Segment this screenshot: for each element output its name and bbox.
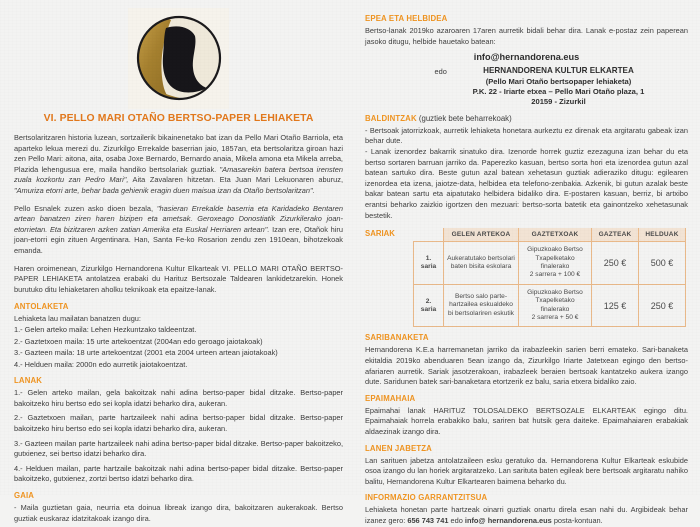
baldintzak-item-1: - Bertsoak jatorrizkoak, aurretik lehiaketa honetara aurkeztu ez direnak eta argitaratu gabeak izan behar dute. <box>365 125 688 146</box>
table-row <box>414 284 686 327</box>
intro-p2-quote: "hasieran Errekalde baserria eta Karidadeko Bentaren artean banatzen ziren haren bizipen eta ametsak. Geroxeago Donostiatik Zizurkilerako joan-etorrietan. Eta bizitzaren azken zatian Amerika eta Euskal Herriaren artean". <box>14 203 344 234</box>
rank-word: saria <box>420 305 437 313</box>
informazioa-text-mid: edo <box>448 515 465 525</box>
rank-number: 2. <box>425 297 432 305</box>
table-header-row <box>414 228 686 242</box>
heading-informazio-garrantzitsua: INFORMAZIO GARRANTZITSUA <box>365 493 488 503</box>
gaia-text: - Maila guztietan gaia, neurria eta doinua libreak izango dira, bakoitzaren aukerakoak. Bertso guztiak euskaraz idatzitakoak izango dira. <box>14 503 343 523</box>
intro-p1-quote: "Amasarekin batera bertsoa irensten zuala kozkortu zan Pedro Mari", <box>14 164 343 185</box>
list-item: 1.- Gelen arteko maila: Lehen Hezkuntzako taldeentzat. <box>14 324 197 334</box>
baldintzak-item-2: - Lanak izenordez bakarrik sinatuko dira. Izenorde horrek guztiz ezezaguna izan behar du eta bertso sortaren barruan jarriko da. Paperezko kasuan, bertso sorta hori eta izenordea gutun azal batean sartuko dira. Beste gutun azal batean xehetasun guztiak adieraziko ditugu: egilearen izenordea eta izena, jaiotze-data, helbidea eta telefono-zenbakia. Azkenik, bi gutun azalak beste bakar batean sartu eta aipatutako helbidera bidaliko dira. E-postaren kasuan, berriz, bi artxibo erantsi beharko zaizkio igortzen den mezuari: bertso-sorta batetik eta gainontzeko xehetasunak bestetik. <box>365 147 688 220</box>
contact-email-secondary[interactable]: info@ hernandorena.eus <box>464 515 552 525</box>
informazioa-text <box>365 505 688 526</box>
heading-antolaketa: ANTOLAKETA <box>14 302 69 312</box>
org-street: P.K. 22 - Iriarte etxea – Pello Mari Otaño plaza, 1 <box>472 87 645 96</box>
postal-address-block <box>365 66 688 108</box>
contact-email[interactable]: info@hernandorena.eus <box>473 52 580 63</box>
prize-line: Gipuzkoako Bertso <box>527 288 583 296</box>
heading-lanen-jabetza: LANEN JABETZA <box>365 443 432 453</box>
intro-paragraph-3: Haren oroimenean, Zizurkilgo Hernandorena Kultur Elkarteak VI. PELLO MARI OTAÑO BERTSO-PAPER LEHIAKETA antolatzea erabaki du Harituz Bertsozale Taldearen lankidetzarekin. Honek burutuko ditu lehiaketaren aholku teknikoak eta epaitze-lanak. <box>14 263 343 294</box>
table-corner-cell <box>414 228 444 242</box>
rank-word: saria <box>420 262 437 270</box>
intro-paragraph-1 <box>14 133 343 197</box>
baldintzak-label: BALDINTZAK <box>365 113 417 123</box>
heading-epea-helbidea: EPEA ETA HELBIDEA <box>365 14 448 23</box>
prize-1-gelen: Aukeratutako bertsolari baten bisita eskolara <box>444 242 519 285</box>
column-header-helduak: HELDUAK <box>639 228 686 242</box>
intro-p2-after: Izan ere, Otañok hiru joan-etorri egin zituen Argentinara. Han, Santa Fe-ko Rosarion zendu zen 1910ean, bihotzekoak emanda. <box>14 224 343 255</box>
prizes-table <box>413 228 686 327</box>
antolaketa-lead: Lehiaketa lau mailatan banatzen dugu: <box>14 314 141 324</box>
epea-text: Bertso-lanak 2019ko azaroaren 17aren aurretik bidali behar dira. Lanak e-postaz zein paperean jasoko ditugu, helbide hauetako batean: <box>365 26 688 46</box>
right-column <box>355 0 700 525</box>
column-header-gelen-artekoa: GELEN ARTEKOA <box>444 228 519 242</box>
lanen-jabetza-text: Lan sarituen jabetza antolatzaileen esku geratuko da. Hernandorena Kultur Elkarteak eskubide osoa izango du lan horiek argitaratzeko. Lan sarituta baten egileak bere bertsoak argitaratu nahiko balitu, Hernandorena Kultur Elkartearen baimena beharko du. <box>365 455 688 486</box>
column-header-gaztetxoak: GAZTETXOAK <box>519 228 592 242</box>
epaimahaia-text: Epaimahai lanak HARITUZ TOLOSALDEKO BERTSOZALE ELKARTEAK egingo ditu. Epaimahaiak horrela erabakiko balu, sariren bat hutsik gera daiteke. Epaimahaiaren erabakiak aldaezinak izango dira. <box>365 405 688 436</box>
baldintzak-suffix: (guztiek bete beharrekoak) <box>416 113 512 123</box>
prize-1-gazteak: 250 € <box>592 242 639 285</box>
list-item: 4.- Helduen maila: 2000n edo aurretik jaiotakoentzat. <box>14 359 188 369</box>
contact-phone[interactable]: 656 743 741 <box>407 515 449 525</box>
list-item: 2.- Gaztetxoen mailan, parte hartzaileek nahi adina bertso-paper bidal ditzake. Bertso-paper bakoitzeko hiru bertso edo sei kopla idatzi beharko dira, aukeran. <box>14 413 343 434</box>
saribanaketa-text: Hernandorena K.E.a harremanetan jarriko da irabazleekin sarien berri emateko. Sari-banaketa ekitaldia 2019ko abenduaren 5ean izango da, Zizurkilgo Iriarte Jatetxean egingo den bertso-afariaren aurretik. Sariak jasotzerakoan, irabazleek beraien bertsoak kantatzeko aukera izango dute. Saridunen batek sari-banaketara etortzerik ez balu, saria etxera bidaliko zaio. <box>365 345 688 387</box>
prize-line: Txapelketako <box>535 297 575 305</box>
list-item: 1.- Gelen arteko mailan, gela bakoitzak nahi adina bertso-paper bidal ditzake. Bertso-paper bakoitzeko hiru bertso edo sei kopla idatzi beharko dira, aukeran. <box>14 388 343 408</box>
list-item: 3.- Gazteen mailan parte hartzaileek nahi adina bertso-paper bidal ditzake. Bertso-paper bakoitzeko, gutxienez, sei bertso idatzi beharko dira. <box>14 438 343 459</box>
prize-line: Gipuzkoako Bertso <box>527 246 583 254</box>
sariak-section <box>365 228 688 327</box>
prize-2-helduak: 250 € <box>639 284 686 327</box>
informazioa-text-before: Lehiaketa honetan parte hartzeak oinarri guztiak onartu direla esan nahi du. Argibideak behar izanez gero: <box>365 505 688 525</box>
intro-p2-lead: Pello Esnalek zuzen asko dioen bezala, <box>14 203 157 213</box>
prize-2-gaztetxoak <box>519 284 592 327</box>
heading-saribanaketa: SARIBANAKETA <box>365 333 429 343</box>
prize-2-gazteak: 125 € <box>592 284 639 327</box>
org-subtitle: (Pello Mari Otaño bertsopaper lehiaketa) <box>485 76 632 86</box>
prize-line: Txapelketako <box>535 254 575 262</box>
heading-epaimahaia: EPAIMAHAIA <box>365 393 416 403</box>
rank-number: 1. <box>425 254 432 262</box>
prize-line: finalerako <box>540 305 570 313</box>
prize-line: finalerako <box>540 262 570 270</box>
table-row <box>414 242 686 285</box>
page-title: VI. PELLO MARI OTAÑO BERTSO-PAPER LEHIAKETA <box>43 113 314 124</box>
org-city: 20159 - Zizurkil <box>531 97 586 107</box>
heading-sariak: SARIAK <box>365 229 395 239</box>
prize-1-helduak: 500 € <box>639 242 686 285</box>
prize-line: 2 sarrera + 100 € <box>529 271 581 279</box>
prize-1-gaztetxoak <box>519 242 592 285</box>
org-name: HERNANDORENA KULTUR ELKARTEA <box>483 66 634 76</box>
prize-rank-1 <box>414 242 444 285</box>
logo-container <box>14 4 343 112</box>
pello-mari-otano-logo-icon <box>135 14 223 102</box>
address-lines <box>473 66 645 108</box>
prize-rank-2 <box>414 284 444 327</box>
intro-p1-text: Bertsolaritzaren historia luzean, sortzailerik bikainenetako bat izan da Pello Mari Otaño Barriola, eta aparteko lekua merezi du. Zizurkilgo Errekalde baserrian jaio, 1857an, eta bertsolaritza giroan hazi zen Pello Mari: aitona, aita, osaba Joxe Bernardo, Bernardo anaia, Mikela amona eta Mikela arreba, Plazida lehengusua ere, maila handiko bertsolariak guztiak. <box>14 133 343 174</box>
prize-2-gelen: Bertso salo parte-hartzailea eskualdeko bi bertsolariren eskutik <box>444 284 519 327</box>
logo-backdrop <box>128 8 229 109</box>
heading-lanak: LANAK <box>14 376 43 386</box>
list-item: 3.- Gazteen maila: 18 urte artekoentzat (2001 eta 2004 urteen artean jaiotakoak) <box>14 348 278 358</box>
prize-line: 2 sarrera + 50 € <box>531 314 579 321</box>
column-header-gazteak: GAZTEAK <box>592 228 639 242</box>
heading-gaia: GAIA <box>14 491 35 501</box>
intro-p1-after: Aita Zavalaren hitzetan. Eta Juan Mari Lekuonaren aburuz, <box>128 175 343 185</box>
antolaketa-list <box>14 325 343 370</box>
informazioa-text-after: posta-kontuan. <box>551 515 603 525</box>
heading-baldintzak <box>365 114 688 123</box>
intro-p1-quote2: "Amuriza etorri arte, behar bada gehienik eragin duen maisua izan da Otaño bertsolaritzan". <box>14 185 315 195</box>
list-item: 4.- Helduen mailan, parte hartzaile bakoitzak nahi adina bertso-paper bidal ditzake. Bertso-paper bakoitzeko, gutxienez, zortzi bertso idatzi beharko dira. <box>14 463 343 484</box>
list-item: 2.- Gaztetxoen maila: 15 urte artekoentzat (2004an edo geroago jaiotakoak) <box>14 336 263 346</box>
lanak-list <box>14 388 343 485</box>
intro-paragraph-2 <box>14 204 343 257</box>
edo-label: edo <box>434 67 447 77</box>
